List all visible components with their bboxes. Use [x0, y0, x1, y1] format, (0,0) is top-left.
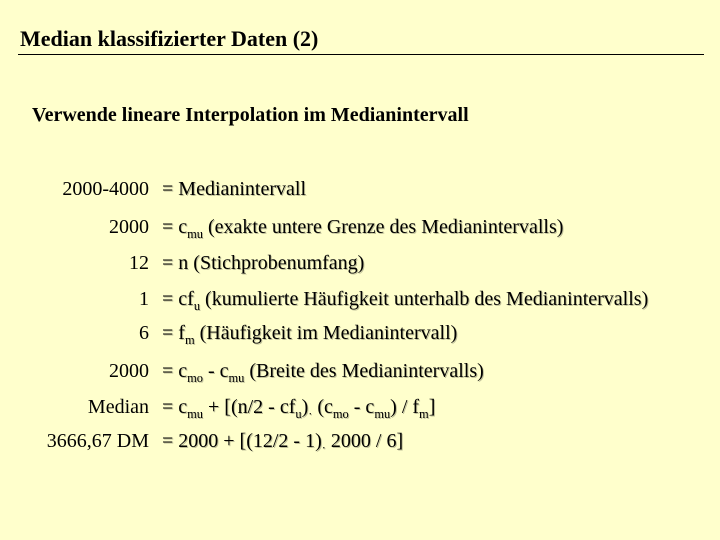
row-value: Median: [87, 396, 149, 418]
row-fm: [0, 320, 720, 346]
title-rule: [18, 54, 704, 55]
row-value: 2000: [109, 360, 149, 382]
row-median-formula: [0, 394, 720, 420]
row-description: = $c_{mo} - c_{mu}$ (Breite des Medianintervalls): [162, 360, 484, 385]
row-width: [0, 358, 720, 384]
row-description: = $f_m$ (Häufigkeit im Medianintervall): [162, 322, 458, 347]
row-value: 1: [139, 288, 149, 310]
row-description: = Medianintervall: [162, 178, 307, 200]
row-description: = $cf_u$ (kumulierte Häufigkeit unterhalb des Medianintervalls): [162, 288, 649, 313]
slide-title: Median klassifizierter Daten (2): [20, 26, 319, 51]
row-description: = n (Stichprobenumfang): [162, 252, 365, 274]
slide-subtitle: Verwende lineare Interpolation im Medianintervall: [32, 104, 469, 126]
row-value: 6: [139, 322, 149, 344]
row-description: = $c_{mu}$ (exakte untere Grenze des Medianintervalls): [162, 216, 564, 241]
row-medianintervall: [0, 176, 720, 202]
row-value: 3666,67 DM: [46, 430, 149, 452]
row-value: 2000-4000: [62, 178, 149, 200]
row-value: 12: [129, 252, 149, 274]
row-description: = $c_{mu} + [(n/2 - cf_u)_\cdot$ $(c_{mo} - c_{mu}) / f_m$]: [162, 396, 436, 421]
row-value: 2000: [109, 216, 149, 238]
row-n: [0, 250, 720, 276]
row-cmu: [0, 214, 720, 240]
row-median-result: [0, 428, 720, 454]
row-description: = $2000 + [(12/2 - 1)_\cdot$ 2000 / 6]: [162, 430, 404, 455]
row-cfu: [0, 286, 720, 312]
